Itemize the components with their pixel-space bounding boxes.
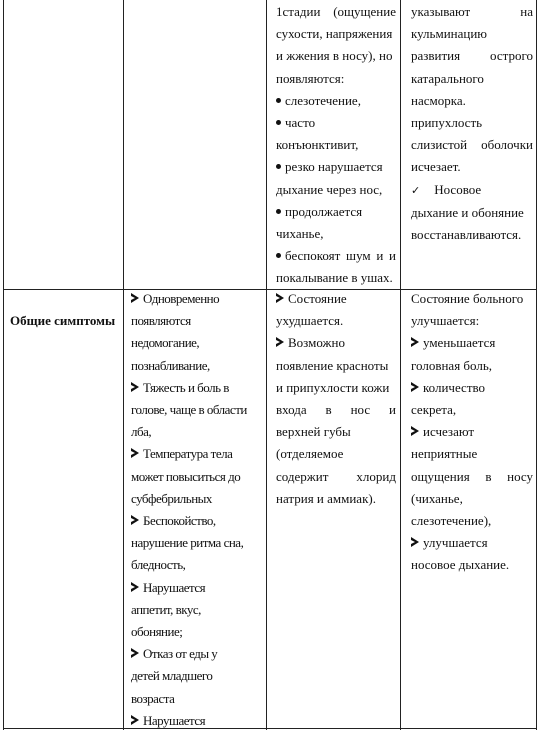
text-line bbox=[276, 355, 396, 377]
text-line bbox=[131, 332, 263, 354]
text-line bbox=[276, 134, 396, 156]
line-text: ощущения в носу bbox=[411, 468, 533, 484]
line-text: Тяжесть и боль в bbox=[143, 379, 229, 395]
checkmark-bullet-icon: ✓ bbox=[411, 183, 421, 197]
text-line bbox=[276, 399, 396, 421]
text-line bbox=[131, 532, 263, 554]
text-line bbox=[411, 112, 533, 134]
line-text: натрия и аммиак). bbox=[276, 490, 376, 506]
text-line bbox=[131, 599, 263, 621]
bullet-dot-icon bbox=[276, 164, 281, 169]
text-line bbox=[411, 45, 533, 67]
line-text: обоняние; bbox=[131, 624, 183, 640]
text-line bbox=[276, 377, 396, 399]
row-label: Общие симптомы bbox=[10, 313, 116, 328]
line-text: восстанавливаются. bbox=[411, 227, 522, 243]
line-text: (чиханье, bbox=[411, 490, 463, 506]
line-text: слезотечение), bbox=[411, 513, 492, 529]
text-line bbox=[411, 202, 533, 224]
line-text: часто bbox=[285, 115, 316, 131]
table-border-col3 bbox=[400, 0, 401, 730]
line-text: продолжается bbox=[285, 203, 363, 219]
line-text: дыхание и обоняние bbox=[411, 204, 524, 220]
text-line bbox=[411, 90, 533, 112]
line-text: покалывание в ушах. bbox=[276, 270, 393, 286]
row1-col3-cell bbox=[276, 1, 396, 290]
text-line bbox=[131, 554, 263, 576]
text-line bbox=[276, 223, 396, 245]
line-text: может повыситься до bbox=[131, 468, 241, 484]
text-line bbox=[276, 68, 396, 90]
line-text: сухости, напряжения bbox=[276, 26, 393, 42]
line-text: возраста bbox=[131, 690, 175, 706]
text-line bbox=[276, 1, 396, 23]
table-border-right bbox=[536, 0, 537, 730]
line-text: Одновременно bbox=[143, 291, 220, 306]
text-line bbox=[411, 532, 533, 554]
line-text: и жжения в носу), но bbox=[276, 48, 393, 64]
text-line bbox=[411, 224, 533, 246]
text-line bbox=[276, 245, 396, 267]
arrow-bullet-icon bbox=[131, 293, 139, 303]
line-text: 1стадии (ощущение bbox=[276, 4, 396, 19]
text-line bbox=[411, 488, 533, 510]
text-line bbox=[276, 201, 396, 223]
line-text: Носовое bbox=[434, 181, 482, 197]
text-line bbox=[131, 421, 263, 443]
text-line bbox=[276, 112, 396, 134]
text-line bbox=[131, 310, 263, 332]
line-text: катарального bbox=[411, 70, 484, 86]
row1-col1-cell bbox=[8, 0, 118, 288]
line-text: Нарушается bbox=[143, 579, 206, 595]
line-text: недомогание, bbox=[131, 335, 200, 351]
arrow-bullet-icon bbox=[411, 537, 419, 547]
arrow-bullet-icon bbox=[131, 648, 139, 658]
line-text: носовое дыхание. bbox=[411, 557, 510, 573]
line-text: насморка. bbox=[411, 92, 466, 108]
text-line bbox=[276, 267, 396, 289]
line-text: голове, чаще в области bbox=[131, 402, 247, 418]
text-line bbox=[411, 510, 533, 532]
line-text: беспокоят шум и и bbox=[285, 248, 396, 264]
line-text: детей младшего bbox=[131, 668, 213, 684]
arrow-bullet-icon bbox=[411, 382, 419, 392]
row1-col2-cell bbox=[128, 0, 262, 288]
line-text: Возможно bbox=[288, 335, 345, 351]
line-text: неприятные bbox=[411, 446, 478, 462]
arrow-bullet-icon bbox=[131, 715, 139, 725]
text-line bbox=[411, 399, 533, 421]
line-text: количество bbox=[423, 379, 486, 395]
table-border-bottom bbox=[3, 728, 537, 729]
line-text: появление красноты bbox=[276, 357, 389, 373]
line-text: нарушение ритма сна, bbox=[131, 535, 244, 551]
text-line bbox=[131, 399, 263, 421]
text-line bbox=[131, 688, 263, 710]
line-text: аппетит, вкус, bbox=[131, 601, 201, 617]
text-line bbox=[131, 443, 263, 465]
line-text: припухлость bbox=[411, 115, 483, 131]
text-line bbox=[131, 621, 263, 643]
line-text: Беспокойство, bbox=[143, 513, 216, 529]
line-text: Состояние больного bbox=[411, 291, 524, 306]
table-border-col1 bbox=[123, 0, 124, 730]
text-line bbox=[411, 466, 533, 488]
text-line bbox=[276, 488, 396, 510]
bullet-dot-icon bbox=[276, 98, 281, 103]
text-line bbox=[276, 90, 396, 112]
row2-col3-cell bbox=[276, 288, 396, 510]
text-line bbox=[411, 443, 533, 465]
line-text: дыхание через нос, bbox=[276, 181, 383, 197]
text-line bbox=[276, 310, 396, 332]
bullet-dot-icon bbox=[276, 120, 281, 125]
text-line bbox=[411, 288, 533, 310]
line-text: кульминацию bbox=[411, 26, 488, 42]
line-text: Состояние bbox=[288, 291, 347, 306]
text-line bbox=[131, 665, 263, 687]
line-text: указывают на bbox=[411, 4, 533, 19]
line-text: слизистой оболочки bbox=[411, 137, 533, 153]
row2-col4-cell bbox=[411, 288, 533, 577]
line-text: и припухлости кожи bbox=[276, 379, 390, 395]
text-line bbox=[276, 443, 396, 465]
line-text: конъюнктивит, bbox=[276, 137, 359, 153]
text-line bbox=[131, 355, 263, 377]
line-text: входа в нос и bbox=[276, 402, 396, 418]
row2-col2-cell bbox=[131, 288, 263, 732]
line-text: улучшается: bbox=[411, 313, 480, 329]
text-line bbox=[131, 377, 263, 399]
text-line bbox=[276, 466, 396, 488]
arrow-bullet-icon bbox=[411, 426, 419, 436]
text-line bbox=[411, 355, 533, 377]
row2-label-cell bbox=[10, 310, 122, 332]
text-line bbox=[131, 643, 263, 665]
text-line bbox=[411, 156, 533, 178]
text-line bbox=[131, 488, 263, 510]
text-line bbox=[411, 1, 533, 23]
text-line bbox=[411, 554, 533, 576]
text-line bbox=[131, 577, 263, 599]
text-line bbox=[131, 466, 263, 488]
text-line bbox=[411, 179, 533, 202]
line-text: Отказ от еды у bbox=[143, 646, 218, 662]
table-border-left bbox=[3, 0, 4, 730]
text-line bbox=[131, 510, 263, 532]
text-line bbox=[411, 23, 533, 45]
line-text: исчезает. bbox=[411, 159, 461, 175]
line-text: секрета, bbox=[411, 402, 457, 418]
text-line bbox=[276, 288, 396, 310]
line-text: слезотечение, bbox=[285, 92, 361, 108]
line-text: появляются: bbox=[276, 70, 345, 86]
bullet-dot-icon bbox=[276, 209, 281, 214]
arrow-bullet-icon bbox=[131, 582, 139, 592]
line-text: верхней губы bbox=[276, 424, 351, 440]
arrow-bullet-icon bbox=[276, 293, 284, 303]
line-text: уменьшается bbox=[423, 335, 496, 351]
text-line bbox=[411, 134, 533, 156]
line-text: резко нарушается bbox=[285, 159, 383, 175]
line-text: исчезают bbox=[423, 424, 475, 440]
arrow-bullet-icon bbox=[131, 515, 139, 525]
text-line bbox=[411, 68, 533, 90]
line-text: (отделяемое bbox=[276, 446, 344, 462]
table-border-col2 bbox=[266, 0, 267, 730]
arrow-bullet-icon bbox=[131, 382, 139, 392]
line-text: чиханье, bbox=[276, 226, 324, 242]
text-line bbox=[276, 45, 396, 67]
text-line bbox=[131, 288, 263, 310]
text-line bbox=[411, 421, 533, 443]
text-line bbox=[411, 310, 533, 332]
text-line bbox=[411, 332, 533, 354]
line-text: развития острого bbox=[411, 48, 533, 64]
text-line bbox=[276, 179, 396, 201]
arrow-bullet-icon bbox=[276, 337, 284, 347]
row1-col4-cell bbox=[411, 1, 533, 246]
bullet-dot-icon bbox=[276, 253, 281, 258]
line-text: ухудшается. bbox=[276, 313, 344, 329]
line-text: бледность, bbox=[131, 557, 186, 573]
text-line bbox=[276, 23, 396, 45]
line-text: головная боль, bbox=[411, 357, 493, 373]
arrow-bullet-icon bbox=[411, 337, 419, 347]
line-text: познабливание, bbox=[131, 357, 210, 373]
text-line bbox=[276, 332, 396, 354]
line-text: лба, bbox=[131, 424, 152, 440]
line-text: Нарушается bbox=[143, 712, 206, 728]
text-line bbox=[131, 710, 263, 732]
line-text: содержит хлорид bbox=[276, 468, 396, 484]
text-line bbox=[411, 377, 533, 399]
text-line bbox=[276, 156, 396, 178]
line-text: улучшается bbox=[423, 535, 488, 551]
line-text: субфебрильных bbox=[131, 490, 212, 506]
arrow-bullet-icon bbox=[131, 448, 139, 458]
line-text: Температура тела bbox=[143, 446, 233, 462]
text-line bbox=[276, 421, 396, 443]
line-text: появляются bbox=[131, 313, 191, 329]
